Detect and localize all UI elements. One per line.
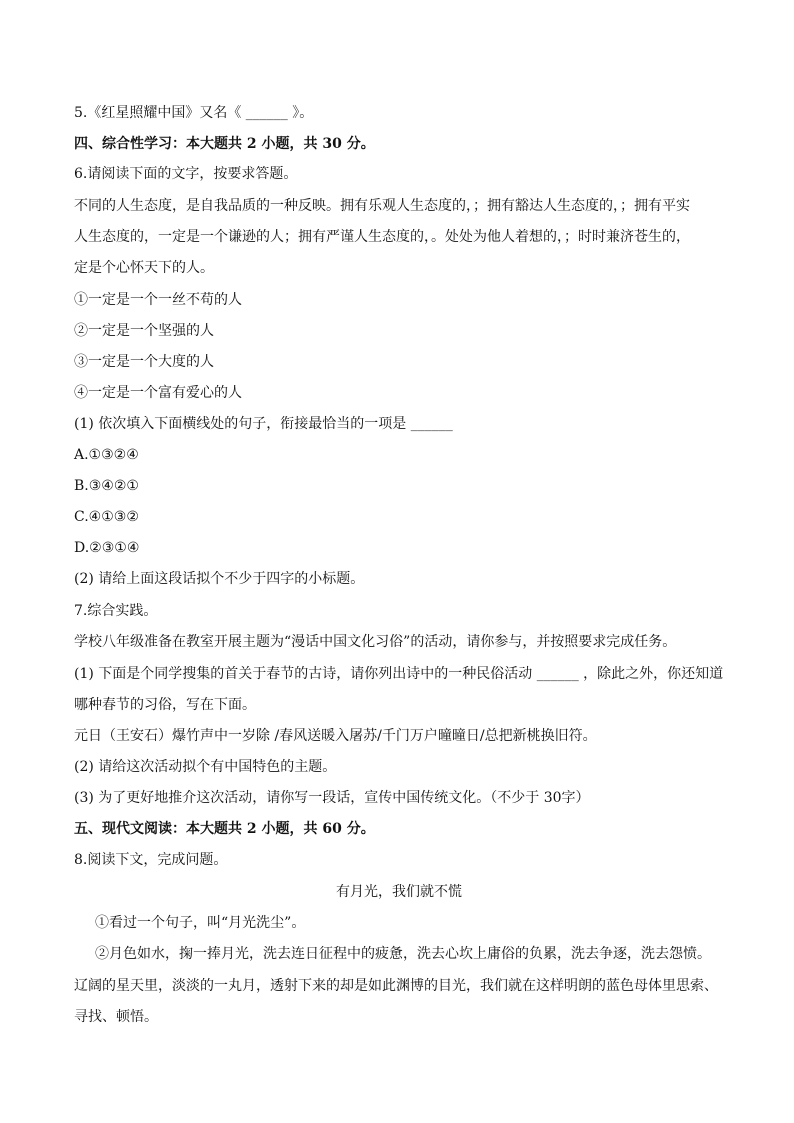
- q7-subquestion-2: (2) 请给这次活动拟个有中国特色的主题。: [74, 759, 337, 775]
- q6-sentence-1: ①一定是一个一丝不苟的人: [74, 292, 242, 308]
- q6-sentence-3: ③一定是一个大度的人: [74, 354, 214, 370]
- section-5-heading: 五、现代文阅读：本大题共 2 小题，共 60 分。: [74, 821, 375, 837]
- section-4-heading: 四、综合性学习：本大题共 2 小题，共 30 分。: [74, 136, 375, 152]
- question-7: 7.综合实践。: [74, 603, 158, 619]
- q6-passage-line-3: 定是个心怀天下的人。: [74, 260, 214, 276]
- q7-intro: 学校八年级准备在教室开展主题为“漫话中国文化习俗”的活动，请你参与，并按照要求完成任务。: [74, 634, 677, 650]
- q7-subquestion-1-line-1: (1) 下面是个同学搜集的首关于春节的古诗，请你列出诗中的一种民俗活动 ______ ，除此之外，你还知道: [74, 666, 724, 682]
- q6-option-a: A.①③②④: [74, 447, 139, 463]
- article-title: 有月光，我们就不慌: [336, 884, 462, 900]
- question-5: 5.《红星照耀中国》又名《 ______ 》。: [74, 105, 314, 121]
- q7-subquestion-1-line-2: 哪种春节的习俗，写在下面。: [74, 697, 256, 713]
- q6-passage-line-1: 不同的人生态度，是自我品质的一种反映。拥有乐观人生态度的，；拥有豁达人生态度的，；拥有平实: [74, 198, 690, 214]
- q6-option-d: D.②③①④: [74, 540, 140, 556]
- article-paragraph-2-line-1: ②月色如水，掬一捧月光，洗去连日征程中的疲惫，洗去心坎上庸俗的负累，洗去争逐，洗去怨愤。: [95, 946, 711, 962]
- q7-poem: 元日（王安石）爆竹声中一岁除 /春风送暖入屠苏/千门万户曈曈日/总把新桃换旧符。: [74, 728, 597, 744]
- q6-option-c: C.④①③②: [74, 509, 139, 525]
- q6-sentence-4: ④一定是一个富有爱心的人: [74, 385, 242, 401]
- question-6: 6.请阅读下面的文字，按要求答题。: [74, 166, 298, 182]
- q7-subquestion-3: (3) 为了更好地推介这次活动，请你写一段话，宣传中国传统文化。（不少于 30字）: [74, 790, 590, 806]
- q6-subquestion-1: (1) 依次填入下面横线处的句子，衔接最恰当的一项是 ______: [74, 416, 453, 432]
- question-8: 8.阅读下文，完成问题。: [74, 852, 228, 868]
- article-paragraph-1: ①看过一个句子，叫“月光洗尘”。: [95, 915, 306, 931]
- q6-sentence-2: ②一定是一个坚强的人: [74, 323, 214, 339]
- article-paragraph-2-line-2: 辽阔的星天里，淡淡的一丸月，透射下来的却是如此渊博的目光，我们就在这样明朗的蓝色母体里思索、: [74, 978, 718, 994]
- q6-option-b: B.③④②①: [74, 478, 139, 494]
- article-paragraph-2-line-3: 寻找、顿悟。: [74, 1009, 158, 1025]
- q6-passage-line-2: 人生态度的，一定是一个谦逊的人；拥有严谨人生态度的，。处处为他人着想的，；时时兼济苍生的，: [74, 229, 690, 245]
- q6-subquestion-2: (2) 请给上面这段话拟个不少于四字的小标题。: [74, 571, 365, 587]
